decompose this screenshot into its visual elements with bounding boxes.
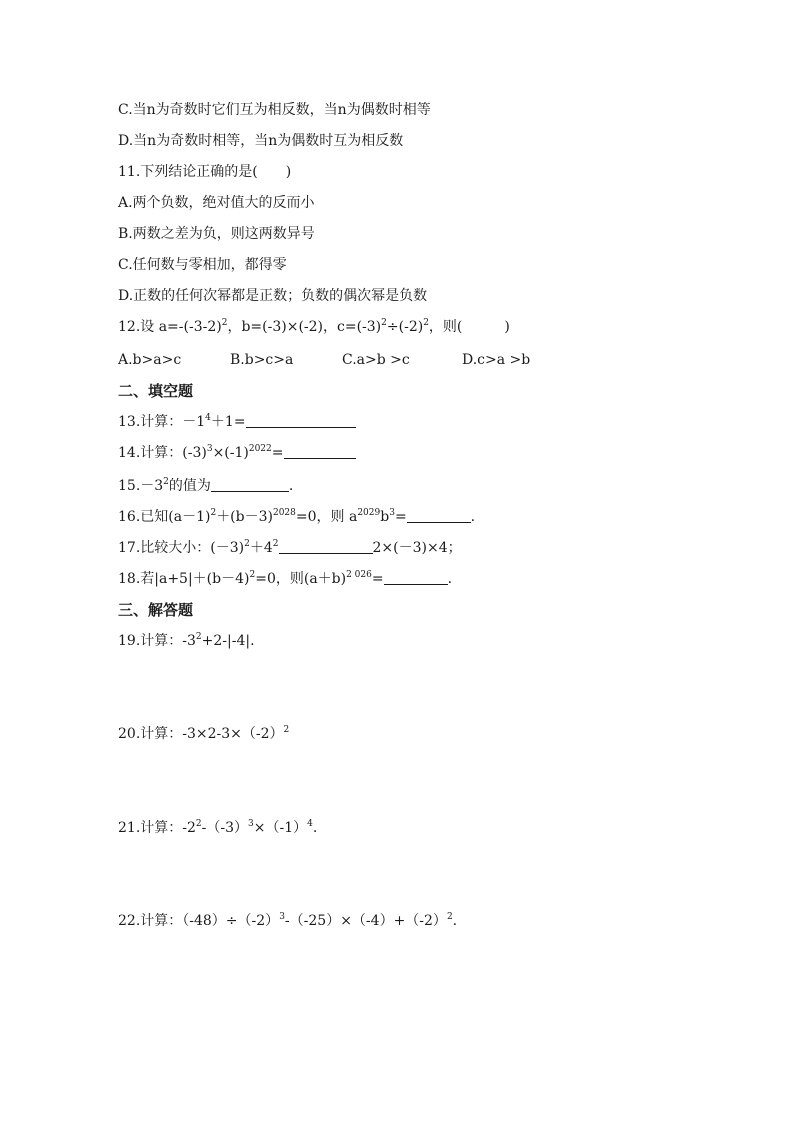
question-13 xyxy=(118,412,356,432)
question-14 xyxy=(118,443,356,463)
option-d-q10: D.当n为奇数时相等，当n为偶数时互为相反数 xyxy=(118,133,404,149)
q16-text-a: 16.已知(a－1) xyxy=(118,509,211,525)
q16-sup-4: 3 xyxy=(389,508,395,518)
question-18 xyxy=(118,569,452,589)
option-b-q11: B.两数之差为负，则这两数异号 xyxy=(118,226,315,242)
q18-answer-blank[interactable] xyxy=(384,570,448,585)
q19-text-a: 19.计算：-3 xyxy=(118,633,196,649)
option-c-q11: C.任何数与零相加，都得零 xyxy=(118,257,287,273)
q19-sup: 2 xyxy=(195,632,202,642)
q12-sup-c2: 2 xyxy=(423,318,429,328)
option-d-q11: D.正数的任何次幂都是正数；负数的偶次幂是负数 xyxy=(118,288,428,304)
q19-text-b: +2-|-4|. xyxy=(201,633,255,649)
option-c-q10: C.当n为奇数时它们互为相反数，当n为偶数时相等 xyxy=(118,102,431,118)
q12-option-a: A.b>a>c xyxy=(118,352,182,368)
question-16 xyxy=(118,507,475,527)
q12-text-a: 12.设 a=-(-3-2) xyxy=(118,319,222,335)
q12-options xyxy=(118,350,530,370)
q12-option-d: D.c>a >b xyxy=(462,352,531,368)
q16-sup-3: 2029 xyxy=(357,508,381,518)
question-15 xyxy=(118,476,293,496)
q16-sup-2: 2028 xyxy=(272,508,296,518)
q12-text-c: ÷(-2) xyxy=(386,319,424,335)
q13-sup: 4 xyxy=(205,413,211,423)
q13-answer-blank[interactable] xyxy=(246,413,356,428)
question-17 xyxy=(118,538,462,558)
question-11: 11.下列结论正确的是( ) xyxy=(118,164,292,180)
q15-text-b: 的值为 xyxy=(168,478,211,494)
q17-sup-1: 2 xyxy=(244,539,250,549)
question-22 xyxy=(118,911,457,931)
q16-text-d: b xyxy=(380,509,390,525)
q17-text-b: ＋4 xyxy=(249,540,273,556)
q20-text-a: 20.计算：-3×2-3×（-2） xyxy=(118,726,284,742)
q13-text-a: 13.计算：－1 xyxy=(118,414,206,430)
q21-sup-1: 2 xyxy=(195,819,202,829)
q16-text-f: . xyxy=(470,509,476,525)
option-a-q11: A.两个负数，绝对值大的反而小 xyxy=(118,195,315,211)
q17-answer-blank[interactable] xyxy=(279,539,373,554)
q15-answer-blank[interactable] xyxy=(211,477,289,492)
q12-sup-a: 2 xyxy=(221,318,228,328)
q18-text-c: = xyxy=(371,571,384,587)
q22-text-c: . xyxy=(452,913,458,929)
q17-text-c: 2×(－3)×4； xyxy=(372,540,462,556)
q15-text-c: . xyxy=(288,478,294,494)
q15-sup: 2 xyxy=(163,477,169,487)
q17-sup-2: 2 xyxy=(272,539,279,549)
q14-answer-blank[interactable] xyxy=(284,444,356,459)
q15-text-a: 15.－3 xyxy=(118,478,164,494)
q18-text-b: =0，则(a＋b) xyxy=(255,571,347,587)
q22-sup-1: 3 xyxy=(279,912,285,922)
q22-sup-2: 2 xyxy=(446,912,453,922)
q12-text-b: ，b=(-3)×(-2)，c=(-3) xyxy=(227,319,382,335)
question-12 xyxy=(118,317,510,337)
q14-sup-2: 2022 xyxy=(248,444,272,454)
q14-sup-1: 3 xyxy=(206,444,213,454)
q21-text-a: 21.计算：-2 xyxy=(118,820,196,836)
q14-text-a: 14.计算：(-3) xyxy=(118,445,207,461)
question-21 xyxy=(118,818,317,838)
q16-sup-1: 2 xyxy=(210,508,217,518)
q16-text-b: ＋(b－3) xyxy=(216,509,273,525)
q12-option-c: C.a>b >c xyxy=(342,352,410,368)
q18-sup-1: 2 xyxy=(249,570,256,580)
section-solve: 三、解答题 xyxy=(118,601,194,619)
q21-text-b: -（-3） xyxy=(201,820,249,836)
q14-text-c: = xyxy=(271,445,284,461)
q21-text-c: ×（-1） xyxy=(253,820,308,836)
section-fill-in: 二、填空题 xyxy=(118,382,194,400)
q12-sup-c1: 2 xyxy=(381,318,387,328)
q21-sup-2: 3 xyxy=(248,819,254,829)
q13-text-b: ＋1= xyxy=(210,414,246,430)
q16-answer-blank[interactable] xyxy=(407,508,471,523)
q20-sup: 2 xyxy=(283,725,290,735)
q12-option-b: B.b>c>a xyxy=(230,352,294,368)
q18-text-a: 18.若|a+5|＋(b－4) xyxy=(118,571,250,587)
q22-text-b: -（-25）×（-4）+（-2） xyxy=(284,913,447,929)
q21-text-d: . xyxy=(312,820,318,836)
q22-text-a: 22.计算：（-48）÷（-2） xyxy=(118,913,280,929)
q21-sup-3: 4 xyxy=(307,819,313,829)
q12-text-d: ，则( ) xyxy=(428,319,510,335)
q18-text-d: . xyxy=(447,571,453,587)
q17-text-a: 17.比较大小：(－3) xyxy=(118,540,245,556)
question-19 xyxy=(118,631,255,651)
q16-text-e: = xyxy=(394,509,407,525)
q18-sup-2: 2 026 xyxy=(346,570,372,580)
q16-text-c: =0，则 a xyxy=(295,509,358,525)
question-20 xyxy=(118,724,289,744)
q14-text-b: ×(-1) xyxy=(212,445,249,461)
